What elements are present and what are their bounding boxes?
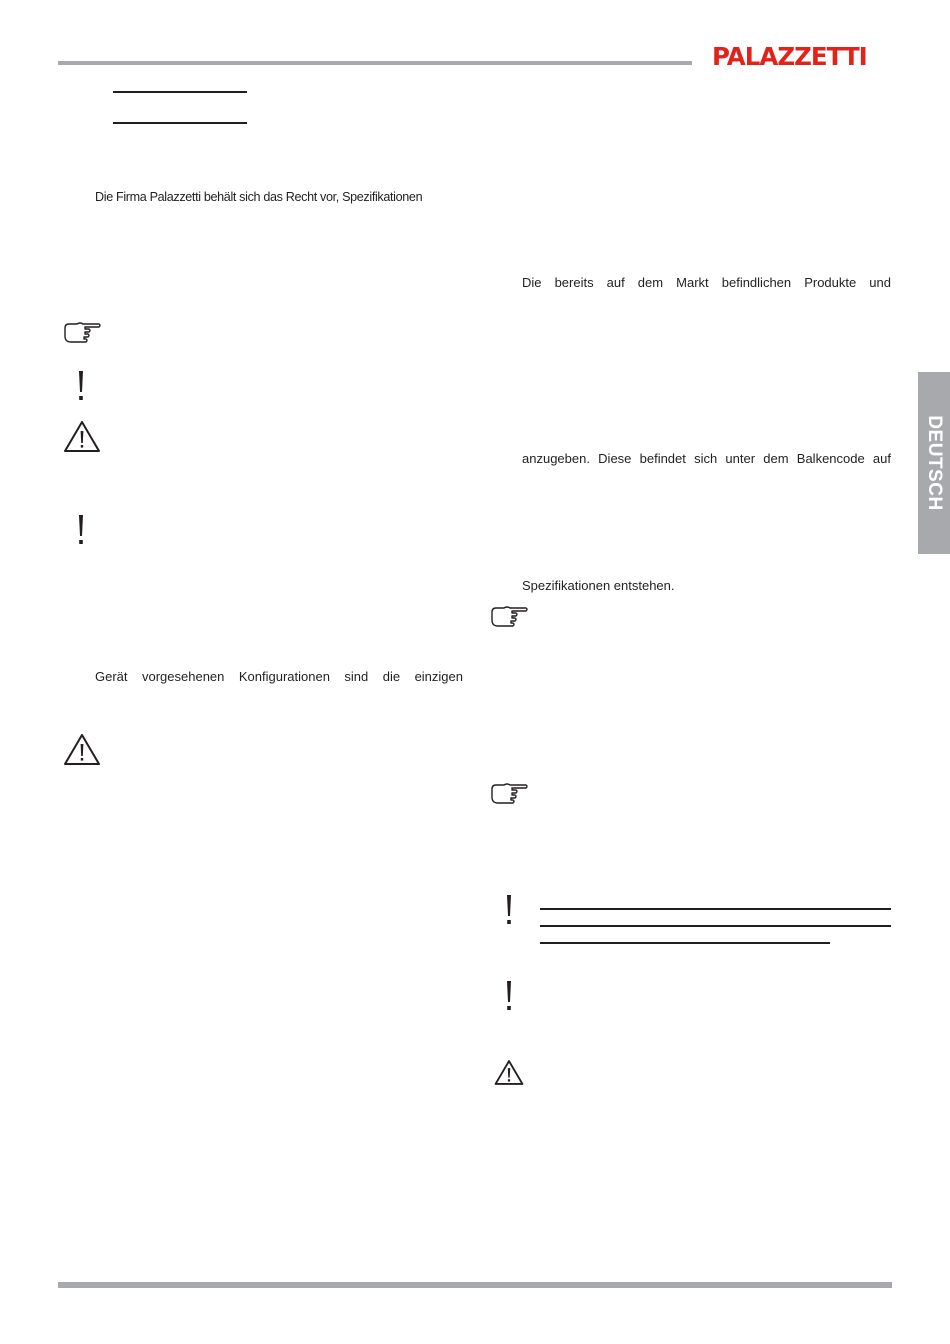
left-paragraph-2: Gerät vorgesehenen Konfigurationen sind die einzigen bbox=[95, 669, 463, 684]
language-tab-label: DEUTSCH bbox=[924, 415, 945, 511]
emphasis-underline bbox=[540, 942, 830, 944]
language-tab bbox=[918, 372, 950, 554]
right-paragraph-2: anzugeben. Diese befindet sich unter dem Balkencode auf bbox=[522, 451, 891, 466]
pointing-hand-icon bbox=[490, 781, 530, 805]
footer-rule bbox=[58, 1282, 892, 1288]
heading-underline bbox=[113, 91, 247, 93]
warning-triangle-icon bbox=[63, 420, 101, 453]
left-paragraph-1: Die Firma Palazzetti behält sich das Recht vor, Spezifikationen bbox=[95, 190, 423, 204]
emphasis-underline bbox=[540, 925, 891, 927]
right-paragraph-1: Die bereits auf dem Markt befindlichen Produkte und bbox=[522, 275, 891, 290]
pointing-hand-icon bbox=[63, 320, 103, 344]
exclamation-icon bbox=[504, 894, 514, 926]
warning-triangle-icon bbox=[494, 1059, 524, 1086]
emphasis-underline bbox=[540, 908, 891, 910]
exclamation-icon bbox=[76, 514, 86, 546]
heading-underline bbox=[113, 122, 247, 124]
brand-logo: PALAZZETTI bbox=[712, 42, 867, 71]
warning-triangle-icon bbox=[63, 733, 101, 766]
exclamation-icon bbox=[504, 980, 514, 1012]
exclamation-icon bbox=[76, 370, 86, 402]
right-paragraph-3: Spezifikationen entstehen. bbox=[522, 578, 675, 593]
header-rule bbox=[58, 61, 692, 65]
pointing-hand-icon bbox=[490, 604, 530, 628]
